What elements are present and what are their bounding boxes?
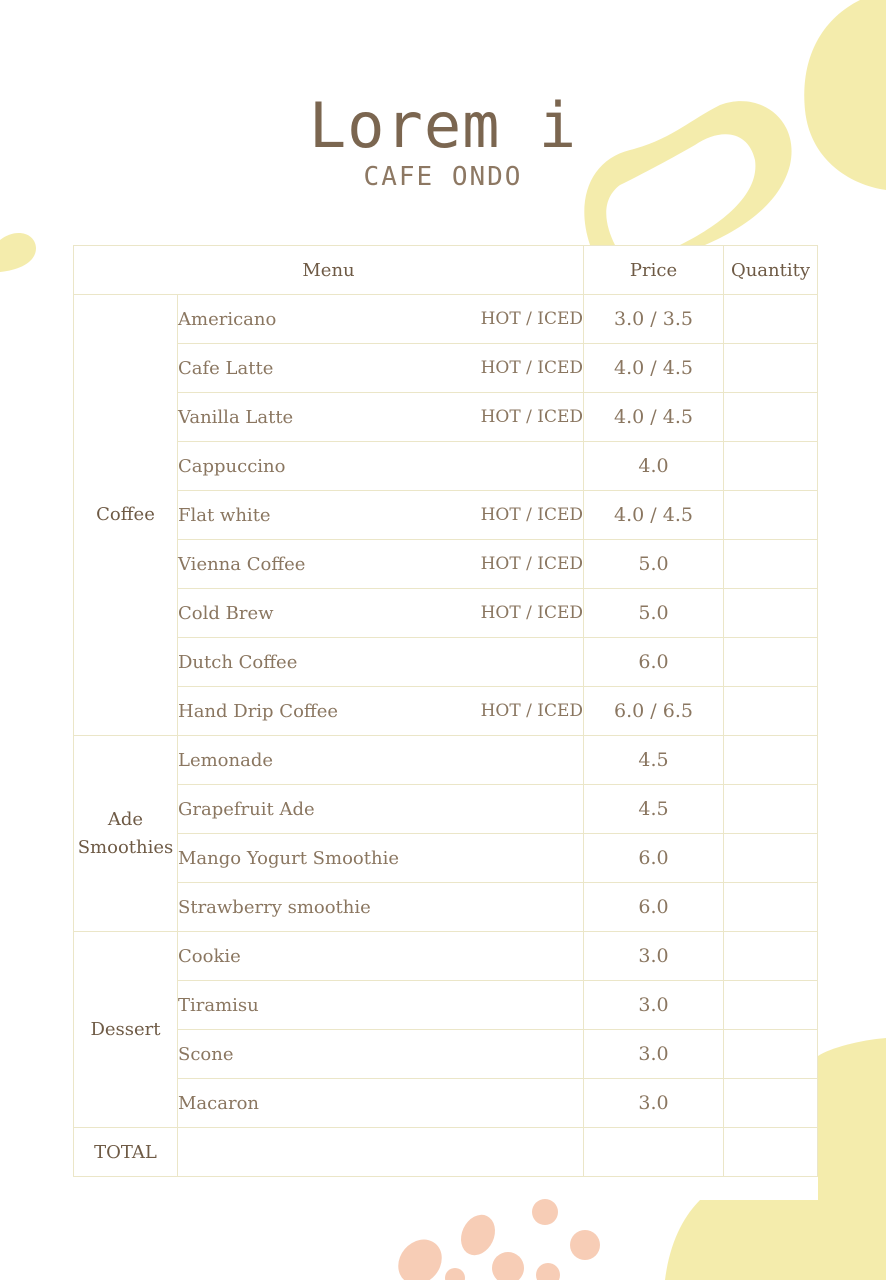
quantity-cell[interactable] [724, 393, 818, 442]
menu-item [178, 932, 584, 981]
item-name: Flat white [178, 504, 271, 526]
peach-dot [570, 1230, 600, 1260]
menu-item [178, 785, 584, 834]
total-quantity-cell[interactable] [724, 1128, 818, 1177]
item-price: 3.0 [584, 932, 724, 981]
total-item-cell [178, 1128, 584, 1177]
table-row [74, 932, 818, 981]
quantity-cell[interactable] [724, 1030, 818, 1079]
menu-item [178, 589, 584, 638]
quantity-cell[interactable] [724, 540, 818, 589]
peach-dot [536, 1263, 560, 1280]
table-row [74, 393, 818, 442]
item-name: Tiramisu [178, 994, 259, 1016]
quantity-cell[interactable] [724, 1079, 818, 1128]
quantity-cell[interactable] [724, 736, 818, 785]
header-row [74, 246, 818, 295]
menu-item [178, 638, 584, 687]
table-row [74, 638, 818, 687]
menu-item [178, 491, 584, 540]
left-blob [0, 233, 36, 272]
item-temperature: HOT / ICED [480, 308, 583, 329]
menu-item [178, 540, 584, 589]
item-price: 4.0 / 4.5 [584, 491, 724, 540]
table-row [74, 1079, 818, 1128]
quantity-cell[interactable] [724, 442, 818, 491]
menu-item [178, 295, 584, 344]
quantity-cell[interactable] [724, 834, 818, 883]
item-price: 6.0 / 6.5 [584, 687, 724, 736]
item-price: 4.5 [584, 736, 724, 785]
table-row [74, 981, 818, 1030]
menu-column-header: Menu [74, 246, 584, 295]
table-row [74, 785, 818, 834]
page-title: Lorem i [308, 89, 578, 162]
peach-dot [445, 1268, 465, 1280]
category-label [74, 295, 178, 736]
quantity-cell[interactable] [724, 981, 818, 1030]
table-row [74, 491, 818, 540]
item-price: 3.0 / 3.5 [584, 295, 724, 344]
cafe-name: CAFE ONDO [363, 162, 523, 192]
item-temperature: HOT / ICED [480, 700, 583, 721]
item-price: 6.0 [584, 834, 724, 883]
item-temperature: HOT / ICED [480, 357, 583, 378]
quantity-cell[interactable] [724, 295, 818, 344]
item-name: Vienna Coffee [178, 553, 306, 575]
item-name: Cookie [178, 945, 241, 967]
table-row [74, 442, 818, 491]
item-temperature: HOT / ICED [480, 553, 583, 574]
menu-item [178, 344, 584, 393]
table-row [74, 540, 818, 589]
item-price: 4.0 [584, 442, 724, 491]
peach-dot [532, 1199, 558, 1225]
category-label-line: Dessert [90, 1018, 161, 1040]
menu-item [178, 736, 584, 785]
category-label-line: Smoothies [77, 836, 174, 858]
item-price: 4.0 / 4.5 [584, 393, 724, 442]
table-row [74, 736, 818, 785]
item-name: Lemonade [178, 749, 274, 771]
quantity-cell[interactable] [724, 491, 818, 540]
item-price: 3.0 [584, 1030, 724, 1079]
menu-header [0, 90, 886, 192]
peach-dot [492, 1252, 524, 1280]
total-row [74, 1128, 818, 1177]
quantity-cell[interactable] [724, 344, 818, 393]
item-name: Mango Yogurt Smoothie [178, 847, 399, 869]
quantity-cell[interactable] [724, 687, 818, 736]
item-price: 3.0 [584, 981, 724, 1030]
category-label-line: Coffee [96, 504, 155, 525]
menu-item [178, 1079, 584, 1128]
item-name: Vanilla Latte [178, 406, 294, 428]
quantity-cell[interactable] [724, 883, 818, 932]
item-name: Cappuccino [178, 455, 286, 477]
menu-item [178, 883, 584, 932]
item-name: Dutch Coffee [178, 651, 298, 673]
item-price: 5.0 [584, 540, 724, 589]
item-name: Cold Brew [178, 602, 274, 624]
table-row [74, 834, 818, 883]
item-price: 5.0 [584, 589, 724, 638]
item-price: 3.0 [584, 1079, 724, 1128]
menu-item [178, 981, 584, 1030]
category-label [74, 736, 178, 932]
category-label-line: Ade [107, 808, 144, 830]
quantity-column-header: Quantity [724, 246, 818, 295]
table-row [74, 883, 818, 932]
menu-table [73, 245, 818, 1177]
menu-item [178, 393, 584, 442]
menu-item [178, 834, 584, 883]
item-name: Scone [178, 1043, 234, 1065]
quantity-cell[interactable] [724, 638, 818, 687]
total-price-cell[interactable] [584, 1128, 724, 1177]
menu-item [178, 687, 584, 736]
table-row [74, 687, 818, 736]
table-row [74, 295, 818, 344]
price-column-header: Price [584, 246, 724, 295]
item-price: 4.0 / 4.5 [584, 344, 724, 393]
item-price: 6.0 [584, 883, 724, 932]
peach-dot [389, 1231, 450, 1280]
item-name: Strawberry smoothie [178, 896, 371, 918]
item-temperature: HOT / ICED [480, 504, 583, 525]
item-price: 6.0 [584, 638, 724, 687]
menu-item [178, 442, 584, 491]
quantity-cell[interactable] [724, 589, 818, 638]
item-name: Cafe Latte [178, 357, 274, 379]
quantity-cell[interactable] [724, 932, 818, 981]
item-temperature: HOT / ICED [480, 406, 583, 427]
item-name: Hand Drip Coffee [178, 700, 339, 722]
item-name: Grapefruit Ade [178, 798, 315, 820]
menu-body [74, 295, 818, 1177]
item-temperature: HOT / ICED [480, 602, 583, 623]
item-name: Americano [178, 308, 277, 330]
category-label [74, 932, 178, 1128]
item-name: Macaron [178, 1092, 260, 1114]
peach-dot [455, 1209, 502, 1261]
table-row [74, 344, 818, 393]
quantity-cell[interactable] [724, 785, 818, 834]
table-row [74, 1030, 818, 1079]
item-price: 4.5 [584, 785, 724, 834]
total-label: TOTAL [74, 1128, 178, 1177]
menu-item [178, 1030, 584, 1079]
table-row [74, 589, 818, 638]
